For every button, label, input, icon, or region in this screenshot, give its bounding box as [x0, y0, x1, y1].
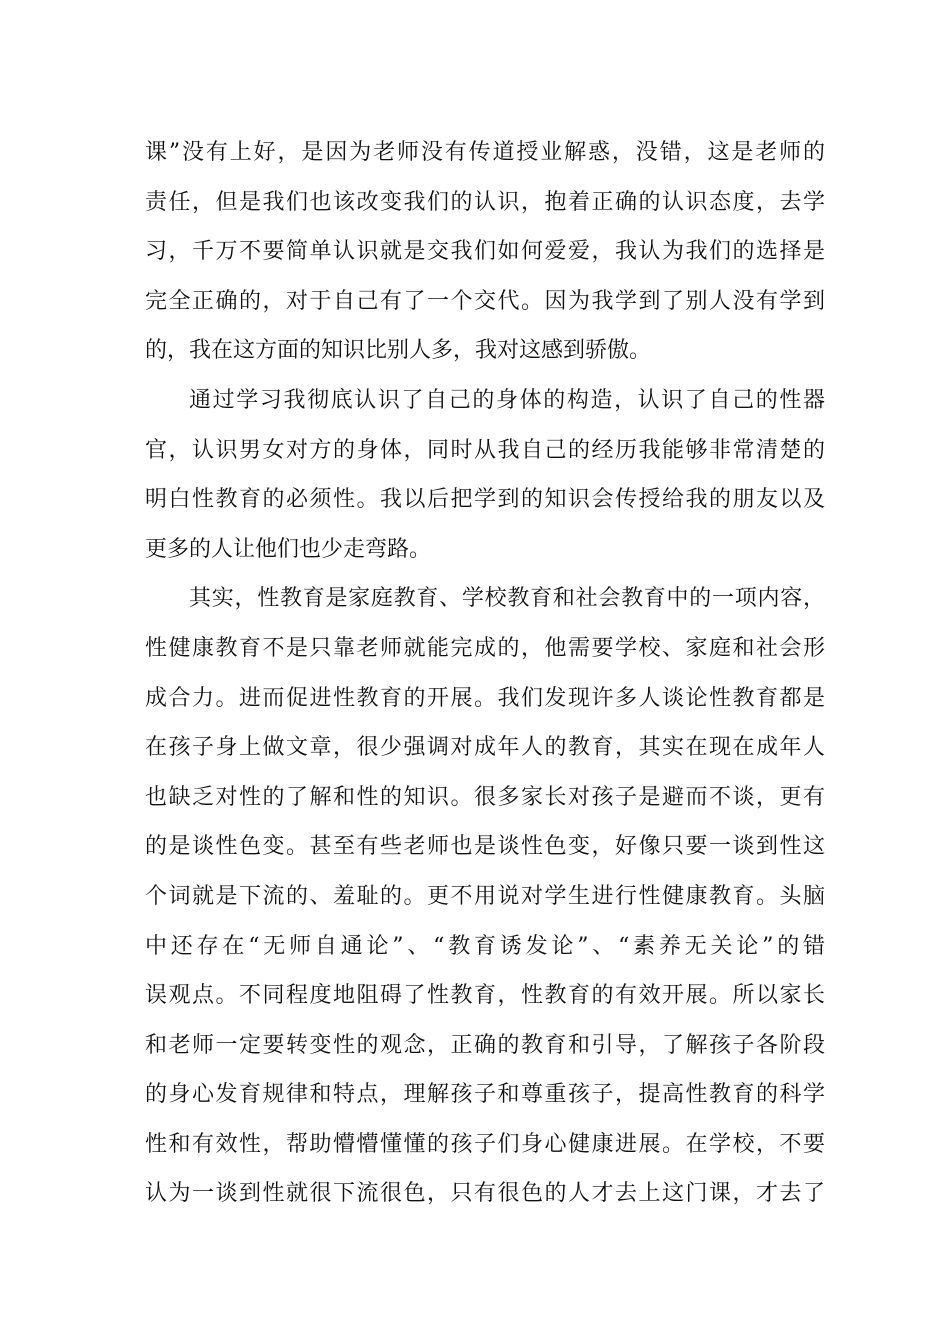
text-line: 课”没有上好，是因为老师没有传道授业解惑，没错，这是老师的: [145, 140, 825, 165]
text-line: 明白性教育的必须性。我以后把学到的知识会传授给我的朋友以及: [145, 487, 825, 513]
text-line: 的是谈性色变。甚至有些老师也是谈性色变，好像只要一谈到性这: [145, 834, 825, 860]
text-line: 也缺乏对性的了解和性的知识。很多家长对孩子是避而不谈，更有: [145, 784, 825, 810]
text-line: 个词就是下流的、羞耻的。更不用说对学生进行性健康教育。头脑: [145, 883, 825, 909]
text-line: 成合力。进而促进性教育的开展。我们发现许多人谈论性教育都是: [145, 685, 825, 711]
text-line: 其实，性教育是家庭教育、学校教育和社会教育中的一项内容，: [189, 586, 825, 612]
text-line: 通过学习我彻底认识了自己的身体的构造，认识了自己的性器: [189, 387, 825, 413]
paragraph-3: [145, 578, 825, 1223]
text-line: 在孩子身上做文章，很少强调对成年人的教育，其实在现在成年人: [145, 735, 825, 761]
text-line: 的，我在这方面的知识比别人多，我对这感到骄傲。: [145, 338, 652, 364]
paragraph-1: [145, 132, 825, 380]
text-line: 的身心发育规律和特点，理解孩子和尊重孩子，提高性教育的科学: [145, 1082, 825, 1108]
text-line: 完全正确的，对于自己有了一个交代。因为我学到了别人没有学到: [145, 288, 825, 314]
text-line: 习，千万不要简单认识就是交我们如何爱爱，我认为我们的选择是: [145, 239, 825, 265]
text-line: 性和有效性，帮助懵懵懂懂的孩子们身心健康进展。在学校，不要: [145, 1131, 825, 1157]
text-line: 和老师一定要转变性的观念，正确的教育和引导，了解孩子各阶段: [145, 1032, 825, 1058]
body-text: [145, 132, 825, 1223]
text-line: 误观点。不同程度地阻碍了性教育，性教育的有效开展。所以家长: [145, 983, 825, 1009]
text-line: 认为一谈到性就很下流很色，只有很色的人才去上这门课，才去了: [145, 1181, 825, 1207]
text-line: 更多的人让他们也少走弯路。: [145, 536, 432, 562]
paragraph-2: [145, 380, 825, 578]
text-line: 官，认识男女对方的身体，同时从我自己的经历我能够非常清楚的: [145, 437, 825, 463]
text-line: 性健康教育不是只靠老师就能完成的，他需要学校、家庭和社会形: [145, 635, 825, 661]
text-line: 责任，但是我们也该改变我们的认识，抱着正确的认识态度，去学: [145, 189, 825, 215]
text-line: 中还存在“无师自通论”、“教育诱发论”、“素养无关论”的错: [145, 933, 825, 959]
